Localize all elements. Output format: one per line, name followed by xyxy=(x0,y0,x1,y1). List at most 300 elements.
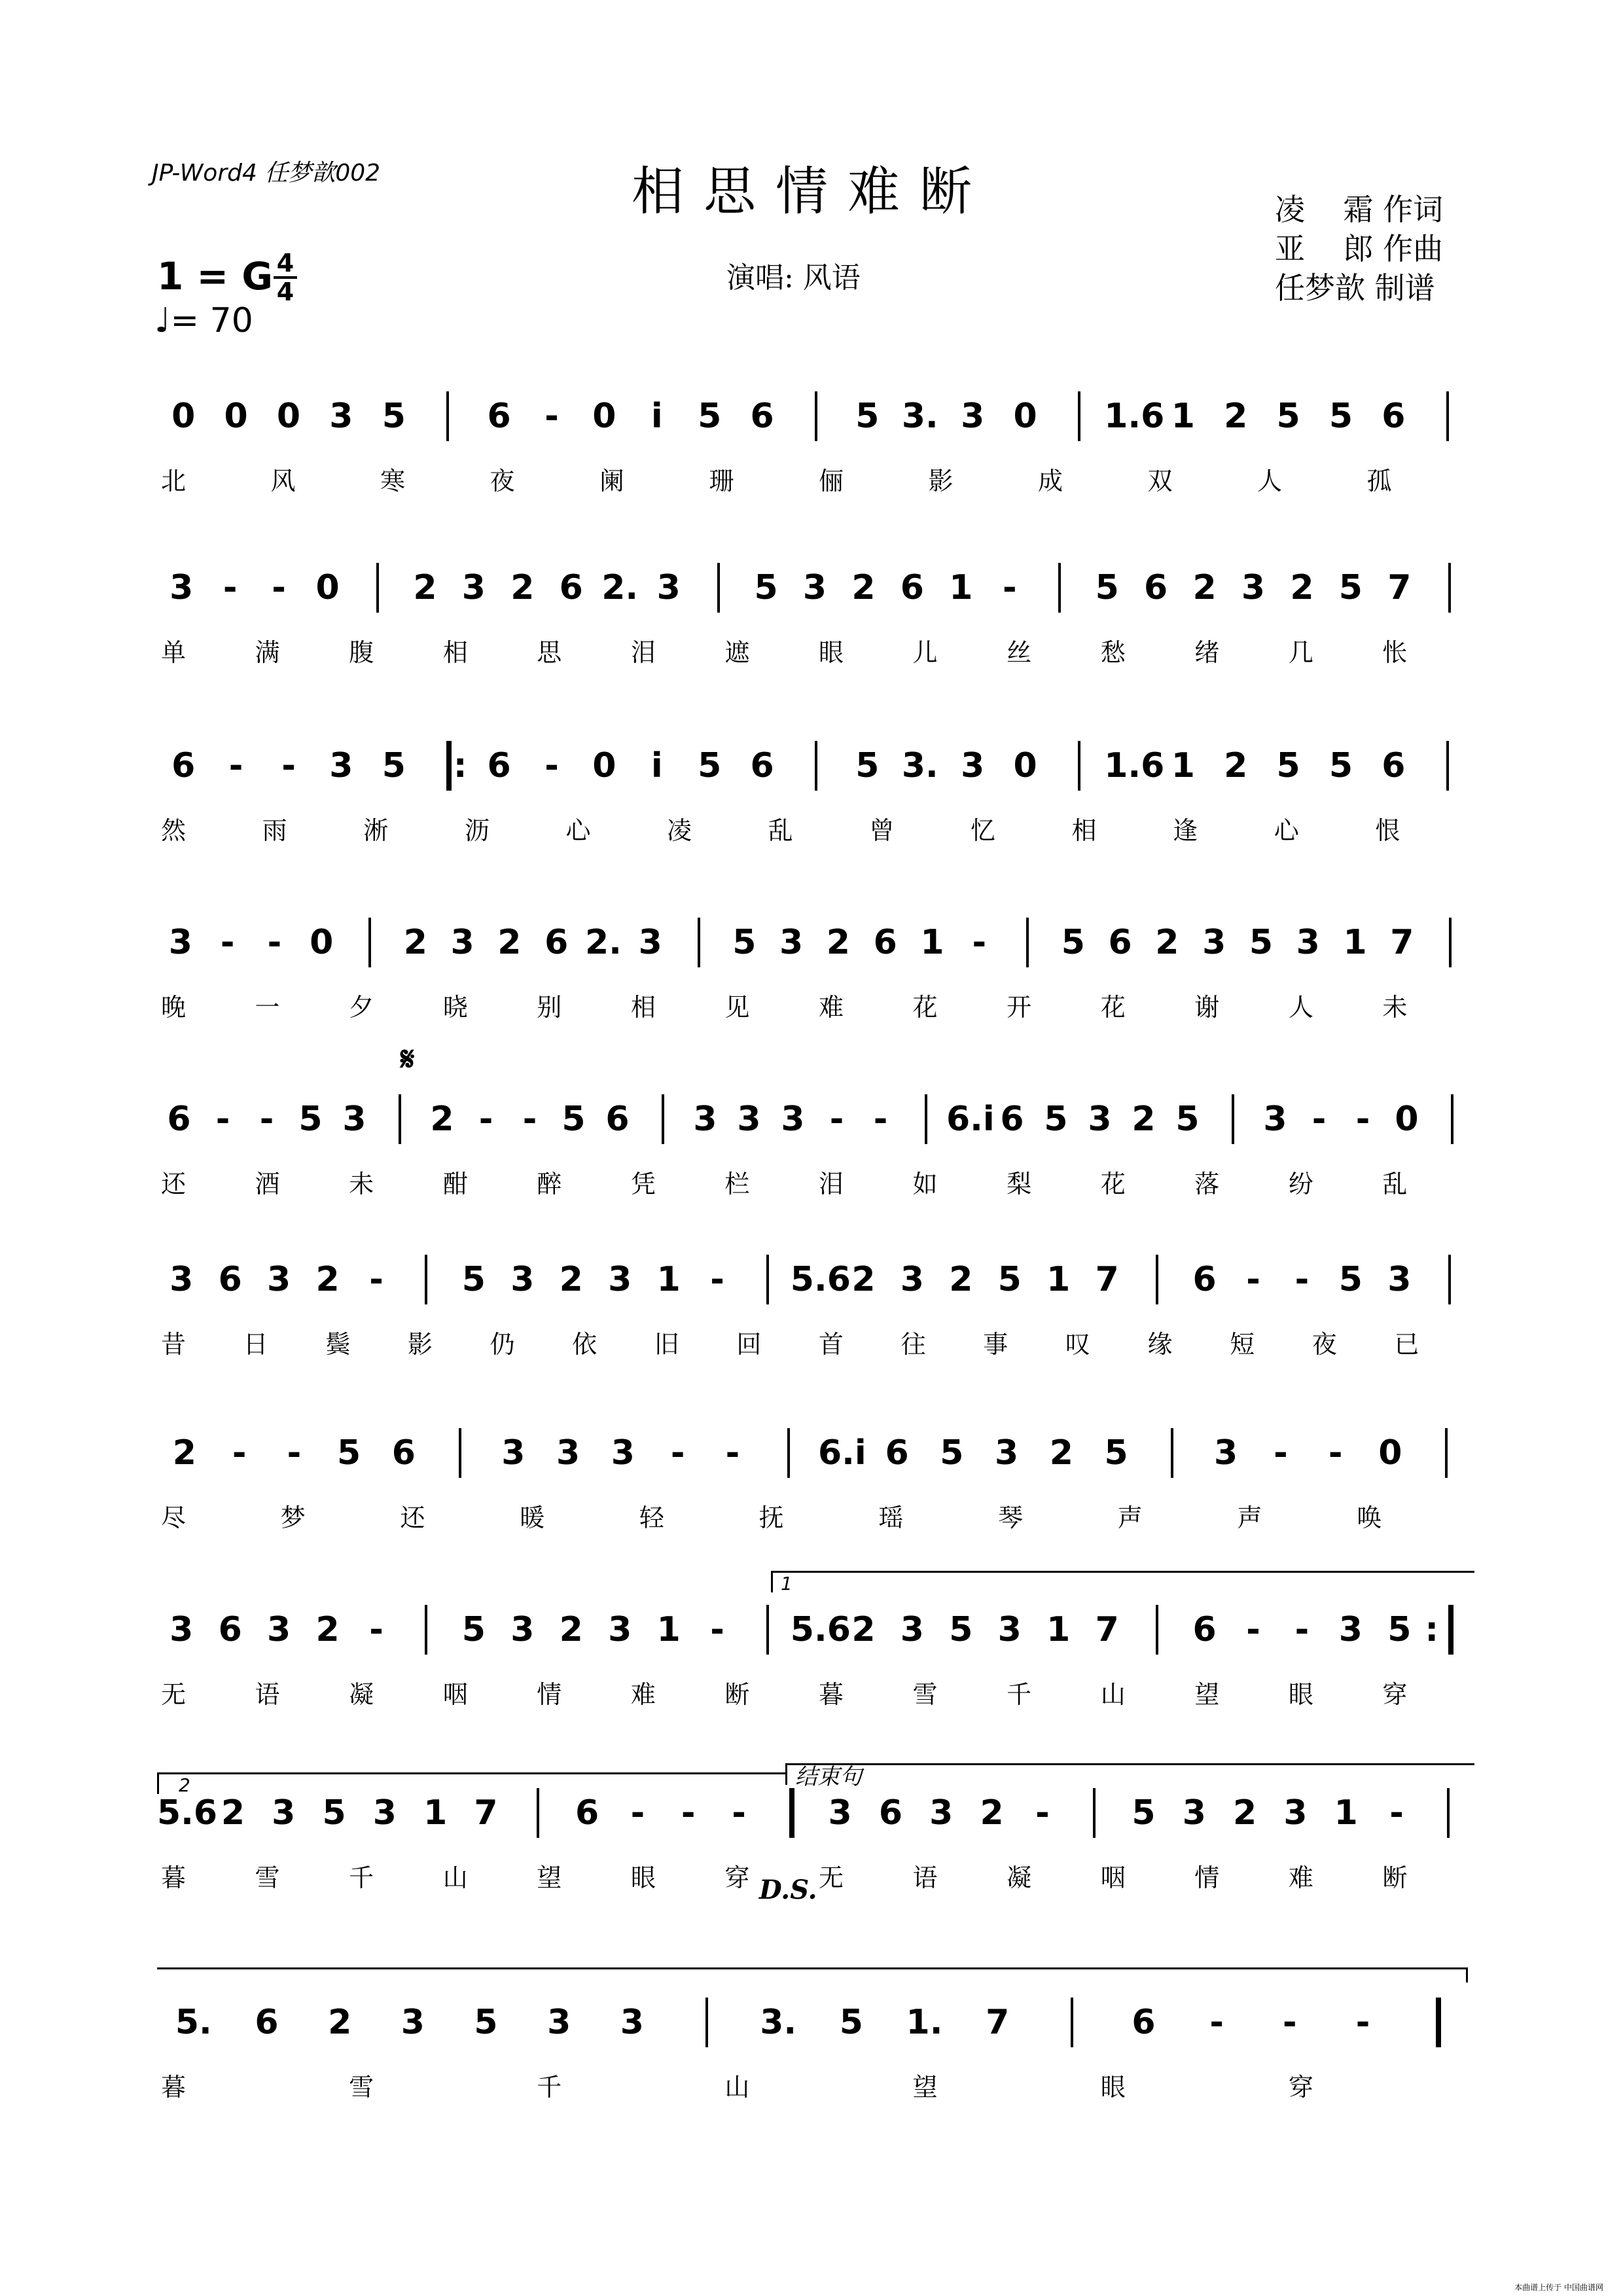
note: - xyxy=(272,568,286,607)
note: 6 xyxy=(544,923,569,962)
note: 3 xyxy=(828,1793,852,1833)
note: 3 xyxy=(611,1433,635,1473)
note: - xyxy=(1389,1793,1404,1833)
note: 5 xyxy=(1132,1793,1156,1833)
note: 3 xyxy=(267,1260,291,1299)
lyric-syllable: 穿 xyxy=(724,1863,750,1892)
ending-phrase-label: 结束句 xyxy=(795,1764,862,1790)
lyric-syllable: 旧 xyxy=(654,1330,679,1359)
note: 1 xyxy=(656,1610,681,1649)
barline xyxy=(1448,1255,1451,1304)
composer-credit: 亚 郎 作曲 xyxy=(1275,231,1444,266)
barline xyxy=(1093,1788,1096,1838)
note: 3 xyxy=(547,2003,571,2042)
note: 3 xyxy=(1296,923,1320,962)
lyric-syllable: 花 xyxy=(1100,1170,1126,1198)
lyric-syllable: 成 xyxy=(1037,467,1063,495)
lyric-syllable: 满 xyxy=(255,638,280,667)
note: 2 xyxy=(1192,568,1217,607)
note: 3 xyxy=(620,2003,644,2042)
barline xyxy=(1071,1998,1073,2047)
note: - xyxy=(1035,1793,1050,1833)
note: 5 xyxy=(1044,1100,1068,1139)
barline xyxy=(766,1605,769,1655)
lyric-syllable: 单 xyxy=(160,638,186,667)
note: - xyxy=(710,1610,724,1649)
note: 3 xyxy=(342,1100,366,1139)
lyric-syllable: 咽 xyxy=(442,1680,468,1709)
note: 5.6 xyxy=(157,1793,218,1833)
lyric-syllable: 酣 xyxy=(442,1170,468,1198)
note: 2 xyxy=(510,568,535,607)
note: 6 xyxy=(1108,923,1132,962)
note: 5 xyxy=(298,1100,323,1139)
note: 2. xyxy=(601,568,639,607)
note: - xyxy=(478,1100,493,1139)
lyric-syllable: 别 xyxy=(537,993,562,1022)
note: - xyxy=(232,1433,247,1473)
lyric-syllable: 风 xyxy=(270,467,296,495)
note: 3 xyxy=(501,1433,526,1473)
note: 6 xyxy=(1192,1610,1217,1649)
score-line xyxy=(0,1433,1623,1577)
coda-bracket xyxy=(157,1967,1468,1982)
lyric-syllable: 忆 xyxy=(970,816,995,845)
lyric-syllable: 逢 xyxy=(1173,816,1198,845)
song-title: 相思情难断 xyxy=(632,161,991,222)
lyric-syllable: 人 xyxy=(1288,993,1313,1022)
note: - xyxy=(287,1433,302,1473)
lyric-syllable: 还 xyxy=(400,1503,425,1532)
note: 2 xyxy=(413,568,437,607)
note: 0 xyxy=(315,568,340,607)
lyric-syllable: 醉 xyxy=(537,1170,562,1198)
note: - xyxy=(215,1100,230,1139)
note: 2 xyxy=(1224,746,1248,785)
lyric-syllable: 望 xyxy=(912,2073,938,2102)
lyric-syllable: 鬓 xyxy=(325,1330,351,1359)
note: 7 xyxy=(1387,568,1412,607)
note: 2 xyxy=(1233,1793,1257,1833)
note: 1 xyxy=(1334,1793,1358,1833)
note: 3 xyxy=(900,1610,924,1649)
note: 1 xyxy=(920,923,944,962)
note: 7 xyxy=(1095,1260,1119,1299)
score-line xyxy=(0,1260,1623,1404)
barline xyxy=(787,1428,790,1478)
note: 2 xyxy=(949,1260,973,1299)
lyric-syllable: 咽 xyxy=(1100,1863,1126,1892)
credits xyxy=(1275,190,1443,308)
lyric-syllable: 丝 xyxy=(1007,638,1032,667)
lyric-syllable: 影 xyxy=(928,467,954,495)
note: 5 xyxy=(940,1433,964,1473)
lyric-syllable: 回 xyxy=(736,1330,762,1359)
repeat-dots: : xyxy=(453,746,467,785)
barline xyxy=(815,741,817,791)
lyric-syllable: 语 xyxy=(912,1863,938,1892)
barline xyxy=(1447,1788,1450,1838)
note: 5 xyxy=(474,2003,498,2042)
note: 1 xyxy=(423,1793,448,1833)
lyric-syllable: 唤 xyxy=(1357,1503,1382,1532)
lyric-syllable: 一 xyxy=(255,993,280,1022)
lyric-syllable: 泪 xyxy=(818,1170,844,1198)
lyric-syllable: 俪 xyxy=(818,467,844,495)
lyric-syllable: 无 xyxy=(160,1680,186,1709)
barline xyxy=(1449,918,1452,967)
lyric-syllable: 夕 xyxy=(349,993,374,1022)
singer-credit: 演唱: 风语 xyxy=(726,261,861,295)
note: i xyxy=(651,746,663,785)
barline xyxy=(399,1094,401,1144)
lyric-syllable: 人 xyxy=(1257,467,1282,495)
score-line xyxy=(0,1793,1623,1937)
note: - xyxy=(710,1260,724,1299)
note: 5 xyxy=(1276,746,1300,785)
lyric-syllable: 谢 xyxy=(1194,993,1220,1022)
barline xyxy=(698,918,700,967)
note: 6 xyxy=(487,746,511,785)
lyric-syllable: 难 xyxy=(630,1680,656,1709)
note: 2 xyxy=(328,2003,352,2042)
barline xyxy=(446,391,449,441)
barline xyxy=(815,391,817,441)
lyric-syllable: 短 xyxy=(1230,1330,1255,1359)
note: 6 xyxy=(885,1433,909,1473)
lyric-syllable: 凝 xyxy=(349,1680,374,1709)
note: 7 xyxy=(986,2003,1010,2042)
lyric-syllable: 断 xyxy=(724,1680,750,1709)
note: 5 xyxy=(1095,568,1119,607)
note: 5 xyxy=(698,397,722,436)
note: 0 xyxy=(592,397,616,436)
note: 6 xyxy=(171,746,196,785)
lyric-syllable: 还 xyxy=(160,1170,186,1198)
lyric-syllable: 轻 xyxy=(639,1503,664,1532)
lyric-syllable: 往 xyxy=(901,1330,926,1359)
barline xyxy=(925,1094,927,1144)
note: 5.6 xyxy=(790,1260,851,1299)
note: 0 xyxy=(1378,1433,1402,1473)
lyric-syllable: 相 xyxy=(1071,816,1097,845)
score-line xyxy=(0,1610,1623,1754)
note: 2 xyxy=(851,1610,876,1649)
note: 2 xyxy=(430,1100,454,1139)
note: 1 xyxy=(1343,923,1367,962)
lyric-syllable: 未 xyxy=(1382,993,1408,1022)
lyric-syllable: 梨 xyxy=(1007,1170,1032,1198)
note: 6 xyxy=(391,1433,416,1473)
lyric-syllable: 瑶 xyxy=(878,1503,904,1532)
note: 2 xyxy=(851,568,876,607)
note: - xyxy=(670,1433,685,1473)
note: 5 xyxy=(1338,568,1363,607)
note: 2 xyxy=(315,1260,340,1299)
note: 6 xyxy=(487,397,511,436)
note: 2 xyxy=(403,923,427,962)
note: - xyxy=(220,923,235,962)
note: 5 xyxy=(382,746,406,785)
note: 5 xyxy=(855,746,880,785)
note: 3 xyxy=(1088,1100,1112,1139)
lyric-syllable: 儿 xyxy=(912,638,938,667)
double-barline xyxy=(789,1788,794,1838)
note: 2 xyxy=(1049,1433,1073,1473)
note: 5 xyxy=(732,923,757,962)
lyric-syllable: 花 xyxy=(912,993,938,1022)
note: - xyxy=(829,1100,844,1139)
note: - xyxy=(281,746,296,785)
lyric-syllable: 相 xyxy=(630,993,656,1022)
note: 2 xyxy=(559,1260,583,1299)
note: - xyxy=(259,1100,274,1139)
note: - xyxy=(544,746,559,785)
note: 0 xyxy=(1395,1100,1419,1139)
note: 3 xyxy=(779,923,804,962)
barline xyxy=(1445,1428,1448,1478)
note: - xyxy=(630,1793,645,1833)
barline xyxy=(1171,1428,1173,1478)
note: 3 xyxy=(693,1100,717,1139)
lyric-syllable: 首 xyxy=(818,1330,844,1359)
note: 1 xyxy=(1171,746,1195,785)
lyric-syllable: 沥 xyxy=(464,816,490,845)
note: - xyxy=(228,746,243,785)
lyric-syllable: 心 xyxy=(565,816,591,845)
note: 2 xyxy=(497,923,522,962)
note: 2 xyxy=(315,1610,340,1649)
note: 6 xyxy=(1144,568,1168,607)
note: - xyxy=(1311,1100,1327,1139)
note: 6 xyxy=(559,568,583,607)
lyric-syllable: 叹 xyxy=(1065,1330,1090,1359)
note: 1.6 xyxy=(1104,397,1165,436)
note: - xyxy=(1002,568,1017,607)
lyric-syllable: 晓 xyxy=(442,993,468,1022)
note: - xyxy=(873,1100,888,1139)
note: 3 xyxy=(995,1433,1019,1473)
note: 6 xyxy=(167,1100,191,1139)
lyric-syllable: 日 xyxy=(243,1330,268,1359)
barline xyxy=(1446,391,1449,441)
note: 2 xyxy=(851,1260,876,1299)
note: 7 xyxy=(474,1793,498,1833)
note: 7 xyxy=(1390,923,1414,962)
barline xyxy=(1156,1255,1158,1304)
note: 3 xyxy=(1283,1793,1308,1833)
note: - xyxy=(1274,1433,1288,1473)
note: 2 xyxy=(1290,568,1314,607)
note: 6.i xyxy=(817,1433,866,1473)
note: 5 xyxy=(855,397,880,436)
note: 5 xyxy=(382,397,406,436)
note: 2 xyxy=(826,923,850,962)
note: 0 xyxy=(592,746,616,785)
barline xyxy=(1026,918,1029,967)
barline xyxy=(1078,741,1080,791)
lyric-syllable: 穿 xyxy=(1382,1680,1408,1709)
note: - xyxy=(1246,1260,1260,1299)
note: 1 xyxy=(1171,397,1195,436)
note: 5 xyxy=(698,746,722,785)
score-line xyxy=(0,397,1623,541)
barline xyxy=(368,918,371,967)
note: 7 xyxy=(1095,1610,1119,1649)
note: 3 xyxy=(656,568,681,607)
note: 3 xyxy=(638,923,662,962)
note: 3 xyxy=(1182,1793,1206,1833)
note: 3 xyxy=(737,1100,761,1139)
lyric-syllable: 如 xyxy=(912,1170,938,1198)
barline xyxy=(1448,563,1451,613)
lyric-syllable: 雨 xyxy=(262,816,287,845)
lyric-syllable: 事 xyxy=(983,1330,1008,1359)
lyric-syllable: 遮 xyxy=(724,638,750,667)
note: 2 xyxy=(559,1610,583,1649)
note: 3 xyxy=(1338,1610,1363,1649)
arranger-credit: 任梦歆 制谱 xyxy=(1275,270,1435,306)
note: - xyxy=(267,923,282,962)
barline xyxy=(425,1605,427,1655)
lyric-syllable: 已 xyxy=(1394,1330,1419,1359)
lyric-syllable: 暮 xyxy=(160,2073,186,2102)
time-sig-bottom: 4 xyxy=(276,278,294,306)
note: 5 xyxy=(754,568,778,607)
lyric-syllable: 恨 xyxy=(1375,816,1400,845)
note: - xyxy=(681,1793,696,1833)
lyric-syllable: 千 xyxy=(349,1863,374,1892)
score-line xyxy=(0,2003,1623,2147)
score-line xyxy=(0,1100,1623,1244)
lyric-syllable: 断 xyxy=(1382,1863,1408,1892)
note: - xyxy=(223,568,238,607)
repeat-dots: : xyxy=(1425,1610,1439,1649)
note: 3 xyxy=(1387,1260,1412,1299)
note: 5. xyxy=(175,2003,212,2042)
lyric-syllable: 凝 xyxy=(1007,1863,1032,1892)
score-line xyxy=(0,568,1623,712)
lyric-syllable: 影 xyxy=(407,1330,433,1359)
note: 0 xyxy=(171,397,196,436)
note: 3 xyxy=(510,1610,535,1649)
lyric-syllable: 眼 xyxy=(1100,2073,1126,2102)
note: 6 xyxy=(605,1100,630,1139)
lyric-syllable: 尽 xyxy=(160,1503,186,1532)
lyric-syllable: 淅 xyxy=(363,816,389,845)
lyric-syllable: 开 xyxy=(1007,993,1032,1022)
lyric-syllable: 几 xyxy=(1288,638,1313,667)
note: 3 xyxy=(929,1793,954,1833)
dal-segno-mark: D.S. xyxy=(759,1874,817,1905)
lyric-syllable: 阑 xyxy=(599,467,624,495)
barline xyxy=(1232,1094,1234,1144)
lyric-syllable: 见 xyxy=(724,993,750,1022)
lyric-syllable: 难 xyxy=(1288,1863,1313,1892)
note: 3 xyxy=(169,1260,194,1299)
note: 6 xyxy=(575,1793,599,1833)
lyric-syllable: 眼 xyxy=(630,1863,656,1892)
note: 3 xyxy=(802,568,827,607)
note: 5 xyxy=(839,2003,863,2042)
note: - xyxy=(725,1433,740,1473)
lyric-syllable: 雪 xyxy=(255,1863,280,1892)
note: 5 xyxy=(461,1260,486,1299)
lyric-syllable: 然 xyxy=(160,816,186,845)
lyric-syllable: 眼 xyxy=(818,638,844,667)
note: 2 xyxy=(1132,1100,1156,1139)
note: 3 xyxy=(510,1260,535,1299)
note: 0 xyxy=(224,397,248,436)
note: 1.6 xyxy=(1104,746,1165,785)
note: 6 xyxy=(1192,1260,1217,1299)
lyricist-credit: 凌 霜 作词 xyxy=(1275,192,1444,227)
lyric-syllable: 曾 xyxy=(869,816,895,845)
lyric-syllable: 望 xyxy=(537,1863,562,1892)
note: - xyxy=(1209,2003,1224,2042)
barline xyxy=(662,1094,664,1144)
note: 2 xyxy=(221,1793,245,1833)
note: 3 xyxy=(556,1433,580,1473)
score-line xyxy=(0,746,1623,890)
note: 1 xyxy=(949,568,973,607)
note: 6 xyxy=(878,1793,903,1833)
lyric-syllable: 心 xyxy=(1274,816,1299,845)
repeat-end-barline xyxy=(1448,1605,1454,1655)
lyric-syllable: 双 xyxy=(1147,467,1173,495)
note: 3. xyxy=(901,397,938,436)
ending-phrase-bracket xyxy=(785,1763,1474,1790)
lyric-syllable: 难 xyxy=(818,993,844,1022)
note: 5 xyxy=(1338,1260,1363,1299)
note: 2 xyxy=(172,1433,196,1473)
note: 3 xyxy=(329,397,353,436)
note: - xyxy=(1294,1260,1310,1299)
note: 3 xyxy=(1263,1100,1287,1139)
note: 5 xyxy=(997,1260,1022,1299)
lyric-syllable: 绪 xyxy=(1194,638,1220,667)
note: 3 xyxy=(450,923,474,962)
note: 0 xyxy=(1013,746,1037,785)
note: 3 xyxy=(781,1100,805,1139)
lyric-syllable: 情 xyxy=(1194,1863,1220,1892)
lyric-syllable: 千 xyxy=(537,2073,562,2102)
barline xyxy=(459,1428,461,1478)
lyric-syllable: 夜 xyxy=(490,467,515,495)
note: - xyxy=(1246,1610,1260,1649)
lyric-syllable: 山 xyxy=(442,1863,468,1892)
note: - xyxy=(369,1260,383,1299)
note: 3 xyxy=(1241,568,1266,607)
note: 6 xyxy=(1382,746,1406,785)
note: 6 xyxy=(750,397,774,436)
lyric-syllable: 语 xyxy=(255,1680,280,1709)
note: 5.6 xyxy=(790,1610,851,1649)
lyric-syllable: 暖 xyxy=(520,1503,545,1532)
note: 6 xyxy=(750,746,774,785)
note: 2 xyxy=(1224,397,1248,436)
note: 6 xyxy=(1382,397,1406,436)
lyric-syllable: 望 xyxy=(1194,1680,1220,1709)
note: 5 xyxy=(1104,1433,1128,1473)
note: 5 xyxy=(1061,923,1085,962)
note: i xyxy=(651,397,663,436)
lyric-syllable: 山 xyxy=(1100,1680,1126,1709)
note: 5 xyxy=(562,1100,586,1139)
note: - xyxy=(1355,1100,1370,1139)
note: 3 xyxy=(329,746,353,785)
note: 1 xyxy=(1046,1610,1071,1649)
